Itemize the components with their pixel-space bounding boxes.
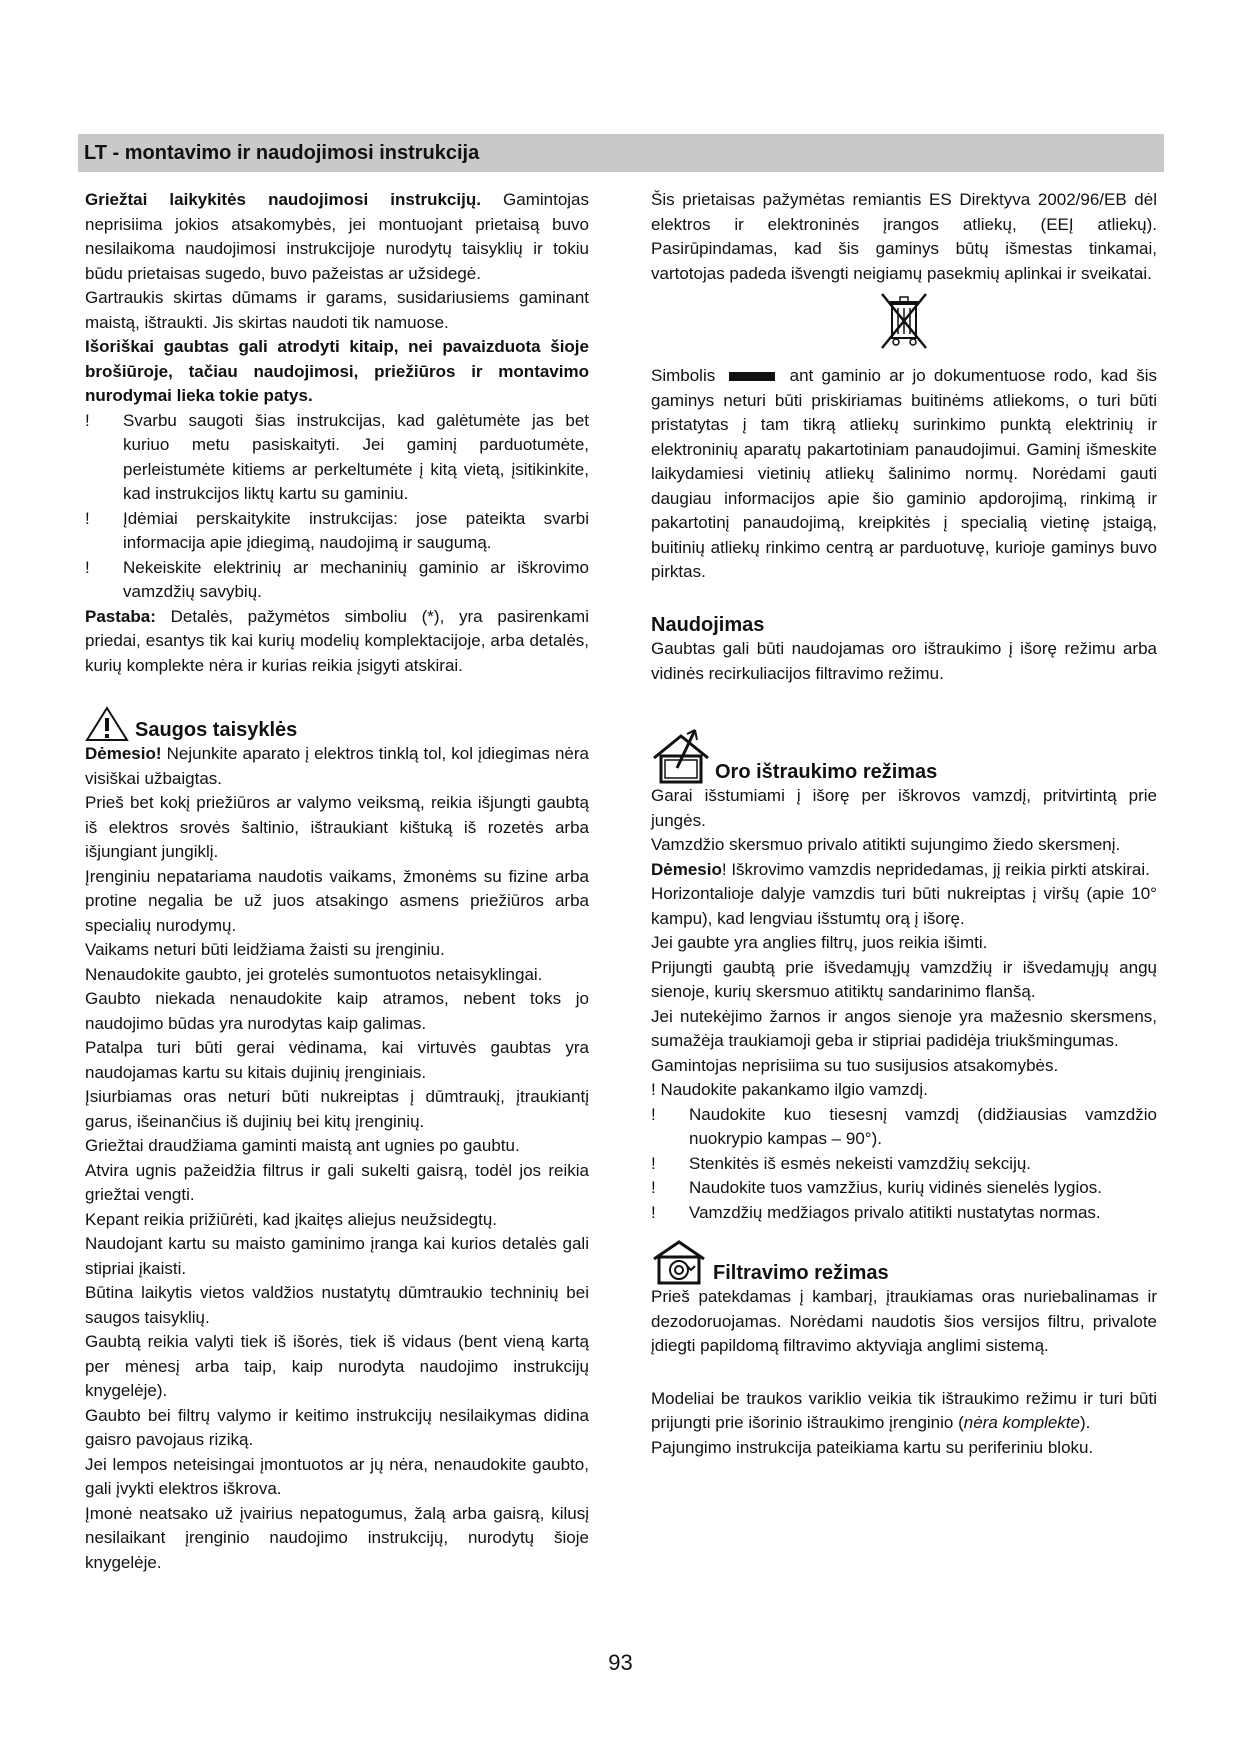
list-item	[85, 556, 589, 605]
safety-attention	[85, 742, 589, 791]
safety-paragraph: Kepant reikia prižiūrėti, kad įkaitęs aliejus neužsidegtų.	[85, 1209, 498, 1229]
bullet-mark: !	[85, 410, 90, 430]
filter-paragraph: Prieš patekdamas į kambarį, įtraukiamas oras nuriebalinamas ir dezodoruojamas. Norėdami naudotis šios versijos filtru, privalote įdiegti papildomą filtravimo aktyviąja anglimi sistemą.	[651, 1287, 1157, 1355]
weee-paragraph: Šis prietaisas pažymėtas remiantis ES Direktyva 2002/96/EB dėl elektros ir elektroninės įrangos atliekų, (EEĮ atliekų). Pasirūpindamas, kad šis gaminys būtų išmestas tinkamai, vartotojas padeda išvengti neigiamų pasekmių aplinkai ir sveikatai.	[651, 190, 1157, 283]
extract-heading	[651, 726, 1157, 784]
header-title: LT - montavimo ir naudojimosi instrukcija	[84, 142, 480, 164]
safety-paragraph: Atvira ugnis pažeidžia filtrus ir gali sukelti gaisrą, todėl jos reikia griežtai vengti.	[85, 1160, 589, 1204]
safety-paragraph: Būtina laikytis vietos valdžios nustatytų dūmtraukio techninių bei saugos taisyklių.	[85, 1283, 589, 1327]
safety-title: Saugos taisyklės	[135, 718, 298, 741]
crossed-bin-icon	[876, 290, 932, 352]
bullet-text: Stenkitės iš esmės nekeisti vamzdžių sekcijų.	[689, 1153, 1032, 1173]
bullet-text: Naudokite tuos vamzžius, kurių vidinės sienelės lygios.	[689, 1178, 1102, 1197]
extract-paragraph: Prijungti gaubtą prie išvedamųjų vamzdžių ir išvedamųjų angų sienoje, kurių skersmuo atitiktų sandarinimo flanšą.	[651, 957, 1157, 1001]
intro-bold: Griežtai laikykitės naudojimosi instrukcijų.	[85, 190, 481, 209]
safety-paragraph: Griežtai draudžiama gaminti maistą ant ugnies po gaubtu.	[85, 1136, 520, 1155]
symbol-paragraph	[651, 364, 1157, 585]
note-paragraph	[85, 605, 589, 679]
extract-attention	[651, 858, 1157, 883]
extract-attention-bold: Dėmesio	[651, 859, 722, 879]
house-recirculation-icon	[651, 1239, 707, 1285]
note-bold: Pastaba:	[85, 606, 156, 626]
safety-paragraph: Nenaudokite gaubto, jei grotelės sumontuotos netaisyklingai.	[85, 964, 543, 984]
filter-title: Filtravimo režimas	[713, 1261, 889, 1284]
page-number: 93	[608, 1650, 633, 1675]
bullet-text: Naudokite kuo tiesesnį vamzdį (didžiausias vamzdžio nuokrypio kampas – 90°).	[689, 1104, 1157, 1148]
models-end: ).	[1079, 1413, 1091, 1432]
right-column	[651, 188, 1157, 1460]
bullet-text: Įdėmiai perskaitykite instrukcijas: jose pateikta svarbi informacija apie įdiegimą, naudojimą ir saugumą.	[123, 508, 589, 552]
safety-paragraph: Įsiurbiamas oras neturi būti nukreiptas į dūmtraukį, įtraukiantį garus, išeinančius iš dujinių bei kitų įrenginių.	[85, 1087, 589, 1131]
bullet-text: Vamzdžių medžiagos privalo atitikti nustatytas normas.	[689, 1202, 1101, 1222]
safety-paragraph: Prieš bet kokį priežiūros ar valymo veiksmą, reikia išjungti gaubtą iš elektros srovės šaltinio, ištraukiant kištuką iš rozetės arba išjungiant jungiklį.	[85, 793, 589, 861]
models-italic: nėra komplekte	[963, 1413, 1080, 1432]
bullet-text: Nekeiskite elektrinių ar mechaninių gaminio ar iškrovimo vamzdžių savybių.	[123, 557, 589, 601]
symbol-before: Simbolis	[651, 366, 724, 385]
extract-paragraph: Jei nutekėjimo žarnos ir angos sienoje yra mažesnio skersmens, sumažėja traukiamoji geba ir stipriai padidėja triukšmingumas.	[651, 1006, 1157, 1050]
extract-paragraph: Horizontalioje dalyje vamzdis turi būti nukreiptas į viršų (apie 10° kampu), kad lengviau išstumtų orą į išorę.	[651, 884, 1157, 928]
extract-first-bullet: ! Naudokite pakankamo ilgio vamzdį.	[651, 1080, 928, 1099]
bullet-mark: !	[85, 508, 90, 528]
bullet-mark: !	[651, 1178, 656, 1197]
safety-paragraph: Gaubto bei filtrų valymo ir keitimo instrukcijų nesilaikymas didina gaisro pavojaus riziką.	[85, 1405, 589, 1449]
weee-symbol	[651, 290, 1157, 352]
list-item	[651, 1201, 1157, 1226]
black-bar-icon	[729, 372, 775, 381]
use-title: Naudojimas	[651, 613, 765, 636]
extract-paragraph: Jei gaubte yra anglies filtrų, juos reikia išimti.	[651, 933, 988, 952]
list-item	[85, 507, 589, 556]
intro-text: Gamintojas neprisiima jokios atsakomybės, jei montuojant prietaisą buvo nesilaikoma naudojimosi instrukcijoje nurodytų taisyklių ir tokiu būdu prietaisas sugedo, buvo pažeistas ar užsidegė.	[85, 190, 590, 283]
models-text: Modeliai be traukos variklio veikia tik ištraukimo režimu ir turi būti prijungti prie išorinio ištraukimo įrenginio (	[651, 1388, 1157, 1432]
purpose-paragraph: Gartraukis skirtas dūmams ir garams, susidariusiems gaminant maistą, ištraukti. Jis skirtas naudoti tik namuose.	[85, 288, 589, 332]
safety-paragraph: Įrenginiu nepatariama naudotis vaikams, žmonėms su fizine arba protine negalia be už juos atsakingo asmens priežiūros arba specialių nurodymų.	[85, 866, 589, 935]
extract-attention-text: ! Iškrovimo vamzdis nepridedamas, jį reikia pirkti atskirai.	[721, 859, 1150, 879]
safety-heading	[85, 706, 589, 742]
house-vent-icon	[651, 726, 711, 784]
left-column	[85, 188, 589, 1575]
list-item	[651, 1176, 1157, 1201]
safety-paragraph: Gaubtą reikia valyti tiek iš išorės, tiek iš vidaus (bent vieną kartą per mėnesį arba taip, kaip nurodyta naudojimo instrukcijų knygelėje).	[85, 1332, 589, 1400]
bullet-text: Svarbu saugoti šias instrukcijas, kad galėtumėte jas bet kuriuo metu pasiskaityti. Jei gaminį parduotumėte, perleistumėte kitiems ar perkeltumėte į kitą vietą, įsitikinkite, kad instrukcijos liktų kartu su gaminiu.	[123, 410, 589, 503]
extract-paragraph: Garai išstumiami į išorę per iškrovos vamzdį, pritvirtintą prie jungės.	[651, 786, 1157, 830]
filter-heading	[651, 1239, 1157, 1285]
list-item	[651, 1152, 1157, 1177]
bullet-mark: !	[651, 1202, 656, 1222]
safety-attention-bold: Dėmesio!	[85, 744, 162, 763]
appearance-paragraph: Išoriškai gaubtas gali atrodyti kitaip, nei pavaizduota šioje brošiūroje, tačiau naudojimosi, priežiūros ir montavimo nurodymai lieka tokie patys.	[85, 337, 589, 405]
safety-attention-text: Nejunkite aparato į elektros tinklą tol, kol įdiegimas nėra visiškai užbaigtas.	[85, 744, 589, 788]
safety-paragraph: Jei lempos neteisingai įmontuotos ar jų nėra, nenaudokite gaubto, gali įvykti elektros iškrova.	[85, 1454, 589, 1498]
bullet-mark: !	[651, 1104, 656, 1124]
extract-paragraph: Gamintojas neprisiima su tuo susijusios atsakomybės.	[651, 1055, 1059, 1075]
symbol-after: ant gaminio ar jo dokumentuose rodo, kad šis gaminys neturi būti priskiriamas buitinėms atliekoms, o turi būti pristatytas į tam tikrą atliekų surinkimo punktą elektrinių ir elektroninių aparatų pakartotiniam panaudojimui. Gaminį išmeskite laikydamiesi vietinių atliekų šalinimo normų. Norėdami gauti daugiau informacijos apie šio gaminio apdorojimą, rinkimą ir pakartotinį panaudojimą, kreipkitės į specialią vietinę įstaigą, buitinių atliekų rinkimo centrą ar parduotuvę, kurioje gaminys buvo pirktas.	[651, 366, 1157, 581]
bullet-mark: !	[651, 1153, 656, 1173]
safety-paragraph: Vaikams neturi būti leidžiama žaisti su įrenginiu.	[85, 940, 445, 959]
models-paragraph	[651, 1387, 1157, 1436]
list-item	[651, 1103, 1157, 1152]
extract-paragraph: Vamzdžio skersmuo privalo atitikti sujungimo žiedo skersmenį.	[651, 835, 1121, 854]
warning-triangle-icon	[85, 706, 129, 742]
safety-paragraph: Gaubto niekada nenaudokite kaip atramos, nebent toks jo naudojimo būdas yra nurodytas kaip galimas.	[85, 989, 589, 1033]
bullet-mark: !	[85, 557, 90, 577]
section-header	[78, 134, 1164, 172]
safety-paragraph: Naudojant kartu su maisto gaminimo įranga kai kurios detalės gali stipriai įkaisti.	[85, 1234, 589, 1278]
safety-paragraph: Įmonė neatsako už įvairius nepatogumus, žalą arba gaisrą, kilusį nesilaikant įrenginio naudojimo instrukcijų, nurodytų šioje knygelėje.	[85, 1503, 589, 1572]
extract-title: Oro ištraukimo režimas	[715, 760, 938, 783]
list-item	[85, 409, 589, 507]
note-text: Detalės, pažymėtos simboliu (*), yra pasirenkami priedai, esantys tik kai kurių modelių komplektacijoje, arba detalės, kurių komplekte nėra ir kurias reikia įsigyti atskirai.	[85, 606, 589, 675]
use-paragraph: Gaubtas gali būti naudojamas oro ištraukimo į išorę režimu arba vidinės recirkuliacijos filtravimo režimu.	[651, 639, 1157, 683]
intro-paragraph	[85, 188, 589, 286]
safety-paragraph: Patalpa turi būti gerai vėdinama, kai virtuvės gaubtas yra naudojamas kartu su kitais dujinių įrenginiais.	[85, 1038, 589, 1082]
peripheral-paragraph: Pajungimo instrukcija pateikiama kartu su periferiniu bloku.	[651, 1437, 1094, 1457]
